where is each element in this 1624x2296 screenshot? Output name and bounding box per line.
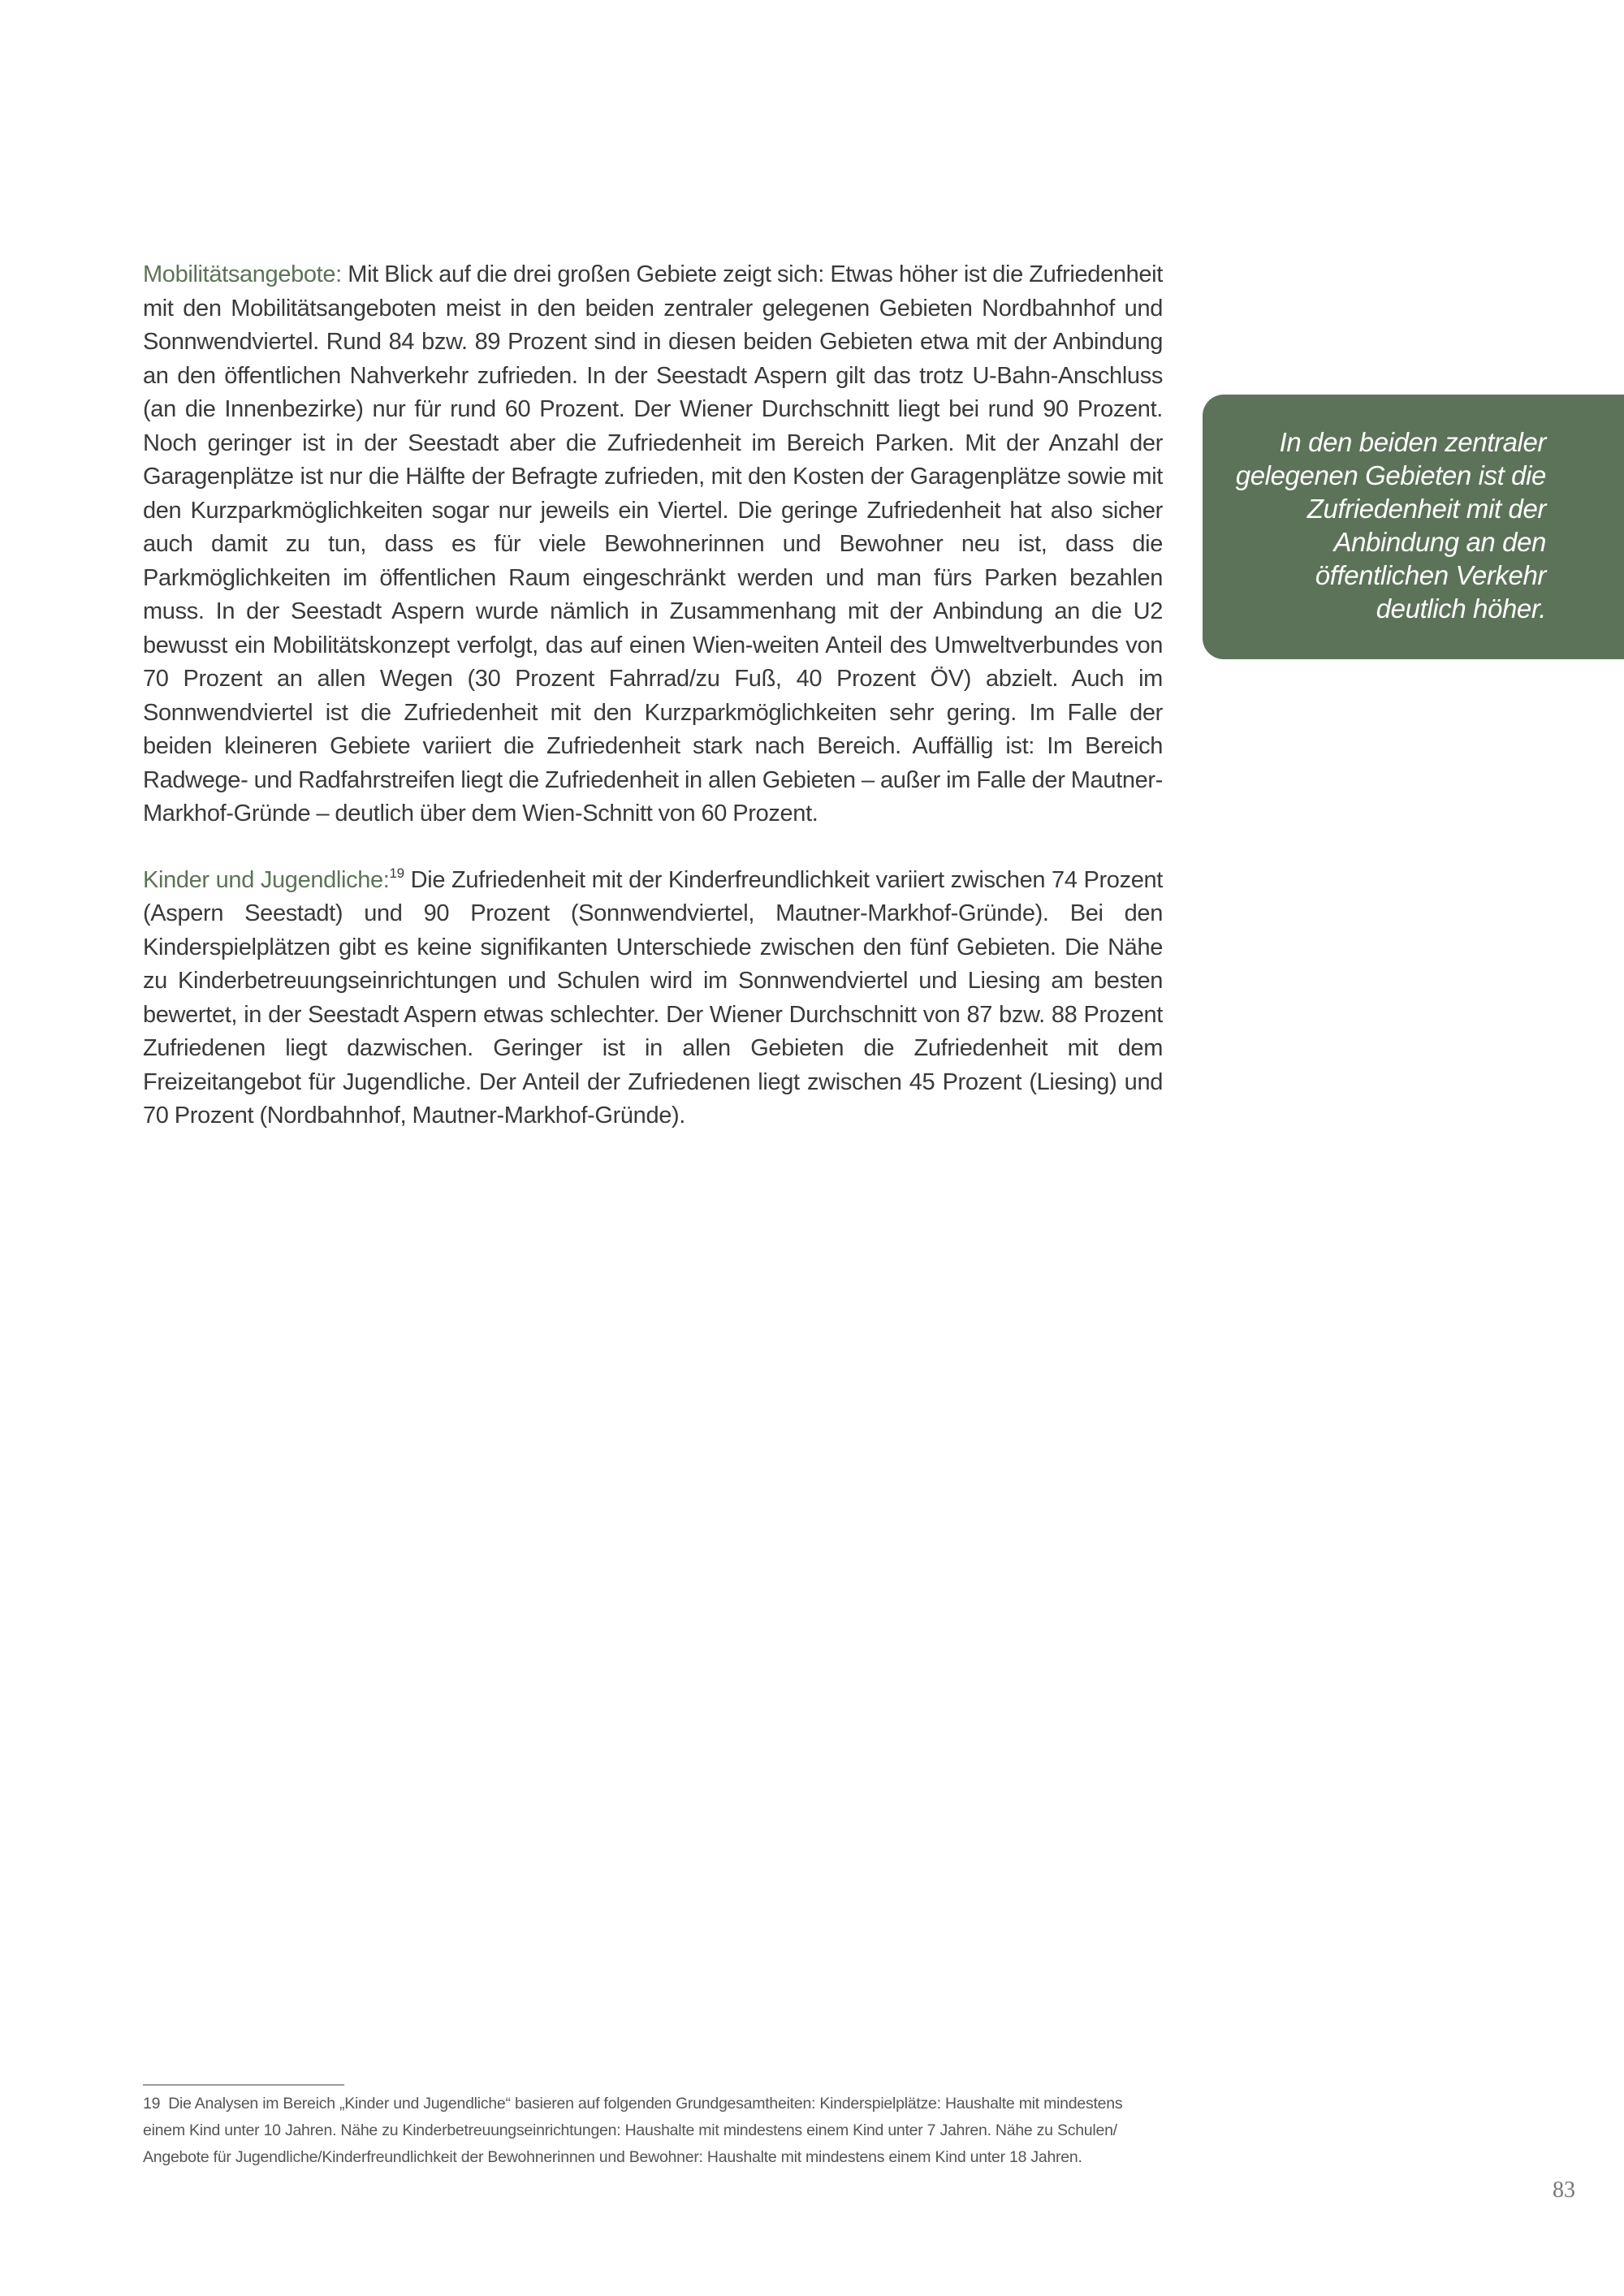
pull-quote-box — [1203, 395, 1624, 659]
mobility-text: Mit Blick auf die drei großen Gebiete zeigt sich: Etwas höher ist die Zufriedenheit mit den Mobilitätsangeboten meist in den beiden zentraler gelegenen Gebieten Nordbahnhof und Sonnwendviertel. Rund 84 bzw. 89 Prozent sind in diesen beiden Gebieten etwa mit der Anbindung an den öffentlichen Nahverkehr zufrieden. In der Seestadt Aspern gilt das trotz U-Bahn-Anschluss (an die Innenbezirke) nur für rund 60 Prozent. Der Wiener Durchschnitt liegt bei rund 90 Prozent. Noch geringer ist in der Seestadt aber die Zufriedenheit im Bereich Parken. Mit der Anzahl der Garagenplätze ist nur die Hälfte der Befragte zufrieden, mit den Kosten der Garagenplätze sowie mit den Kurzparkmöglichkeiten sogar nur jeweils ein Viertel. Die geringe Zufriedenheit hat also sicher auch damit zu tun, dass es für viele Bewohnerinnen und Bewohner neu ist, dass die Parkmöglichkeiten im öffentlichen Raum eingeschränkt werden und man fürs Parken bezahlen muss. In der Seestadt Aspern wurde nämlich in Zusammenhang mit der Anbindung an die U2 bewusst ein Mobilitätskonzept verfolgt, das auf einen Wien-weiten Anteil des Umweltverbundes von 70 Prozent an allen Wegen (30 Prozent Fahrrad/zu Fuß, 40 Prozent ÖV) abzielt. Auch im Sonnwendviertel ist die Zufriedenheit mit den Kurzparkmöglichkeiten sehr gering. Im Falle der beiden kleineren Gebiete variiert die Zufriedenheit stark nach Bereich. Auffällig ist: Im Bereich Radwege- und Radfahrstreifen liegt die Zufriedenheit in allen Gebieten – außer im Falle der Mautner-Markhof-Gründe – deutlich über dem Wien-Schnitt von 60 Prozent. — [143, 261, 1163, 826]
footnote — [143, 2091, 1166, 2171]
main-content — [143, 258, 1163, 1166]
pull-quote-text: In den beiden zentraler gelegenen Gebieten ist die Zufriedenheit mit der Anbindung an den öffentlichen Verkehr deutlich höher. — [1235, 427, 1546, 624]
children-paragraph — [143, 864, 1163, 1133]
mobility-lead: Mobilitätsangebote: — [143, 261, 342, 287]
footnote-text: Die Analysen im Bereich „Kinder und Jugendliche“ basieren auf folgenden Grundgesamtheiten: Kinderspielplätze: Haushalte mit mindestens einem Kind unter 10 Jahren. Nähe zu Kinderbetreuungseinrichtungen: Haushalte mit mindestens einem Kind unter 7 Jahren. Nähe zu Schulen/ Angebote für Jugendliche/Kinderfreundlichkeit der Bewohnerinnen und Bewohner: Haushalte mit mindestens einem Kind unter 18 Jahren. — [143, 2095, 1123, 2166]
mobility-paragraph — [143, 258, 1163, 831]
children-text: Die Zufriedenheit mit der Kinderfreundlichkeit variiert zwischen 74 Prozent (Aspern Seestadt) und 90 Prozent (Sonnwendviertel, Mautner-Markhof-Gründe). Bei den Kinderspielplätzen gibt es keine signifikanten Unterschiede zwischen den fünf Gebieten. Die Nähe zu Kinderbetreuungseinrichtungen und Schulen wird im Sonnwendviertel und Liesing am besten bewertet, in der Seestadt Aspern etwas schlechter. Der Wiener Durchschnitt von 87 bzw. 88 Prozent Zufriedenen liegt dazwischen. Geringer ist in allen Gebieten die Zufriedenheit mit dem Freizeitangebot für Jugendliche. Der Anteil der Zufriedenen liegt zwischen 45 Prozent (Liesing) und 70 Prozent (Nordbahnhof, Mautner-Markhof-Gründe). — [143, 866, 1163, 1129]
footnote-number: 19 — [143, 2095, 161, 2113]
footnote-divider — [143, 2084, 344, 2086]
page-number: 83 — [1553, 2177, 1575, 2203]
footnote-reference[interactable]: 19 — [389, 865, 404, 881]
children-lead: Kinder und Jugendliche: — [143, 866, 390, 893]
